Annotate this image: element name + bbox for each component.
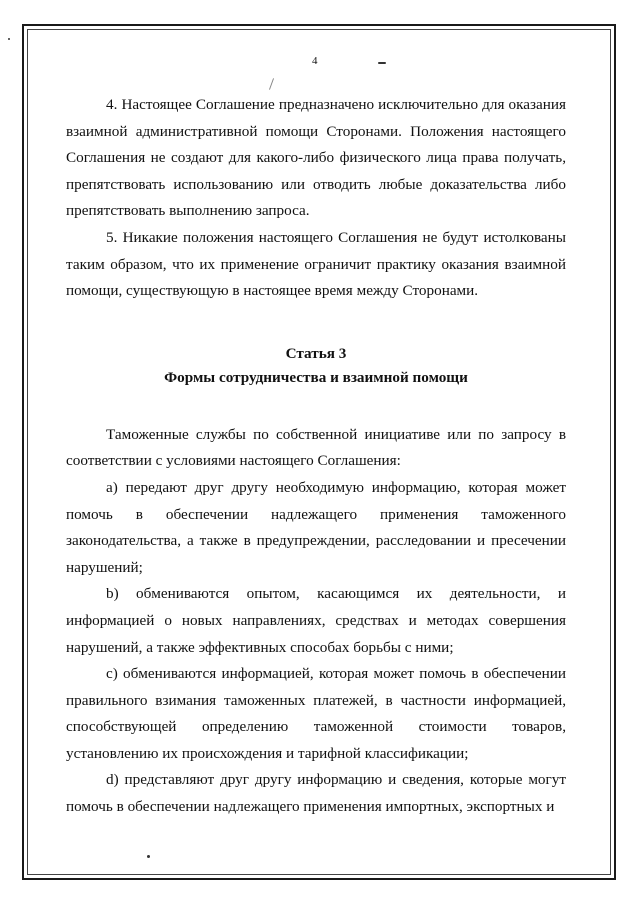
paragraph-item-b: b) обмениваются опытом, касающимся их деятельности, и информацией о новых направлениях, средствах и методах совершения нарушений, а также эффективных способах борьбы с ними; [66, 585, 566, 656]
paragraph-item-c: c) обмениваются информацией, которая может помочь в обеспечении правильного взимания таможенных платежей, в частности информацией, способствующей определению таможенной стоимости товаров, установлению их происхождения и тарифной классификации; [66, 665, 566, 762]
article-title: Статья 3 [285, 344, 347, 362]
page-number: 4 [312, 55, 318, 67]
paragraph-5: 5. Никакие положения настоящего Соглашения не будут истолкованы таким образом, что их применение ограничит практику оказания взаимной помощи, существующую в настоящее время между Сторонами. [66, 228, 566, 300]
scan-speck [147, 855, 150, 858]
paragraph-item-a: a) передают друг другу необходимую информацию, которая может помочь в обеспечении надлежащего применения таможенного законодательства, а также в предупреждении, расследовании и пресечении нарушений; [66, 478, 566, 576]
scan-speck [8, 38, 10, 40]
paragraph-item-d: d) представляют друг другу информацию и сведения, которые могут помочь в обеспечении надлежащего применения импортных, экспортных и [66, 771, 566, 816]
article-subtitle: Формы сотрудничества и взаимной помощи [164, 368, 468, 386]
paragraph-intro: Таможенные службы по собственной инициативе или по запросу в соответствии с условиями настоящего Соглашения: [66, 425, 566, 470]
paragraph-4: 4. Настоящее Соглашение предназначено исключительно для оказания взаимной административной помощи Сторонами. Положения настоящего Соглашения не создают для какого-либо физического лица права получать, препятствовать использованию или отводить любые доказательства либо препятствовать выполнению запроса. [66, 96, 566, 220]
document-body [66, 92, 566, 821]
scan-speck [378, 62, 386, 64]
